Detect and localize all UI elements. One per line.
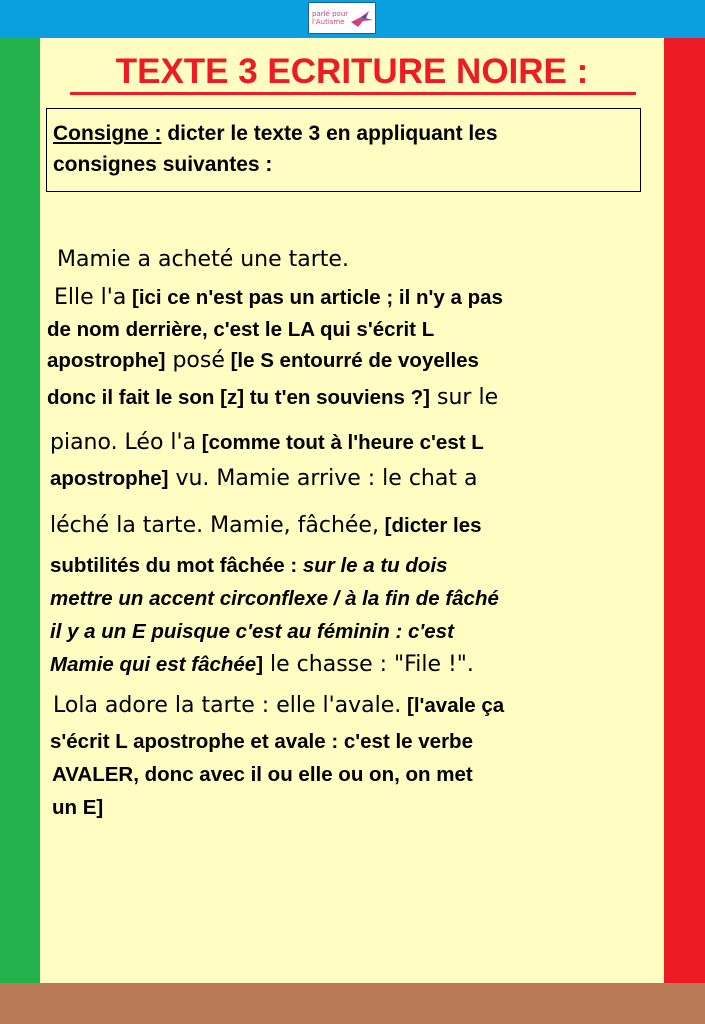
dictation-line-13: [53, 693, 504, 718]
teacher-note: [comme tout à l'heure c'est L: [196, 431, 484, 454]
teacher-note: s'écrit L apostrophe et avale : c'est le verbe: [50, 730, 473, 753]
teacher-note-italic: il y a un E puisque c'est au féminin : c'est: [50, 620, 454, 643]
teacher-note: AVALER, donc avec il ou elle ou on, on met: [52, 763, 473, 786]
handwritten-text: Mamie a acheté une tarte.: [57, 247, 349, 272]
dictation-line-16: [52, 796, 103, 820]
teacher-note: apostrophe]: [47, 349, 166, 372]
teacher-note: un E]: [52, 796, 104, 819]
teacher-note: donc il fait le son [z] tu t'en souviens ?]: [47, 386, 431, 409]
teacher-note: [ici ce n'est pas un article ; il n'y a pas: [126, 286, 503, 309]
dictation-line-11: [50, 620, 454, 644]
dictation-line-3: [47, 318, 434, 342]
association-logo: [308, 2, 376, 34]
teacher-note: [le S entourré de voyelles: [224, 349, 479, 372]
instruction-box: [46, 108, 641, 192]
handwritten-text: vu. Mamie arrive : le chat a: [168, 466, 478, 491]
teacher-note: ]: [256, 653, 264, 676]
instruction-label: Consigne :: [53, 122, 162, 145]
dictation-line-12: [50, 652, 474, 677]
bottom-brown-band: [0, 983, 705, 1024]
handwritten-text: Elle l'a: [54, 285, 127, 310]
dictation-line-4: [47, 348, 479, 373]
teacher-note: subtilités du mot fâchée :: [50, 554, 298, 577]
logo-line-1: parlé pour: [312, 10, 349, 18]
handwritten-text: Lola adore la tarte : elle l'avale.: [53, 693, 402, 718]
dictation-line-14: [50, 730, 473, 754]
handwritten-text: le chasse : "File !".: [263, 652, 474, 677]
top-banner: [0, 0, 705, 38]
teacher-note: [l'avale ça: [401, 694, 505, 717]
dictation-line-5: [47, 385, 498, 410]
teacher-note-italic: sur le a tu dois: [297, 554, 448, 577]
handwritten-text: léché la tarte. Mamie, fâchée,: [50, 513, 379, 538]
page-title: TEXTE 3 ECRITURE NOIRE :: [115, 52, 589, 91]
instruction-text-1: dicter le texte 3 en appliquant les: [161, 122, 498, 145]
teacher-note: apostrophe]: [50, 467, 169, 490]
handwritten-text: posé: [165, 348, 225, 373]
teacher-note-italic: Mamie qui est fâchée: [50, 653, 257, 676]
left-green-stripe: [0, 38, 40, 983]
hummingbird-icon: [349, 8, 375, 30]
teacher-note-italic: mettre un accent circonflexe / à la fin de fâché: [50, 587, 499, 610]
dictation-line-9: [50, 554, 448, 578]
teacher-note: [dicter les: [378, 514, 482, 537]
handwritten-text: piano. Léo l'a: [50, 430, 197, 455]
dictation-line-2: [54, 285, 503, 310]
dictation-line-10: [50, 587, 499, 611]
title-underline: [70, 92, 636, 95]
logo-text: [312, 10, 348, 26]
teacher-note: de nom derrière, c'est le LA qui s'écrit L: [47, 318, 435, 341]
logo-line-2: l'Autisme: [312, 18, 345, 26]
dictation-line-1: [57, 247, 349, 272]
dictation-line-6: [50, 430, 484, 455]
right-red-stripe: [664, 38, 705, 983]
instruction-line-2: consignes suivantes :: [53, 153, 273, 176]
dictation-line-8: [50, 513, 482, 538]
handwritten-text: sur le: [430, 385, 499, 410]
dictation-line-7: [50, 466, 477, 491]
dictation-line-15: [52, 763, 473, 787]
instruction-line-1: [53, 118, 634, 149]
